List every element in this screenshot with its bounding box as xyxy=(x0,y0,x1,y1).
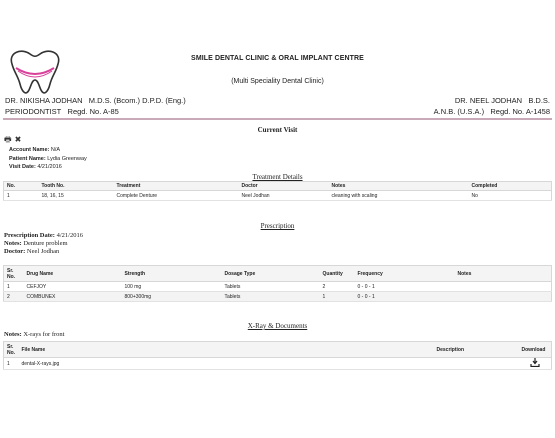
cell-rx-notes xyxy=(455,292,552,302)
xray-title xyxy=(0,322,555,330)
doctor-right-reg: Regd. No. A-1458 xyxy=(490,107,550,116)
patient-name-value: Lydia Greenway xyxy=(47,155,87,162)
cell-treatment: Complete Denture xyxy=(114,191,239,201)
doctor-right xyxy=(434,95,550,117)
download-icon[interactable] xyxy=(530,358,540,367)
cell-completed: No xyxy=(469,191,552,201)
treatment-title xyxy=(0,173,555,181)
cell-quantity: 2 xyxy=(320,282,355,292)
doctor-right-degree: B.D.S. xyxy=(528,96,550,105)
doctor-left xyxy=(5,95,186,117)
prescription-notes-label: Notes: xyxy=(4,239,22,247)
patient-name-label: Patient Name: xyxy=(9,155,46,162)
cell-dosage-type: Tablets xyxy=(222,282,320,292)
close-icon[interactable]: ✖ xyxy=(14,135,22,144)
prescription-date-label: Prescription Date: xyxy=(4,232,55,239)
cell-frequency: 0 - 0 - 1 xyxy=(355,292,455,302)
col-rx-notes: Notes xyxy=(455,266,552,282)
header-divider xyxy=(3,118,552,120)
cell-file-name: dental-X-rays.jpg xyxy=(19,358,434,370)
account-name-value: N/A xyxy=(50,147,61,153)
cell-strength: 800+300mg xyxy=(122,292,222,302)
current-visit-title: Current Visit xyxy=(257,126,298,134)
prescription-info xyxy=(4,232,83,255)
xray-info xyxy=(4,331,64,339)
cell-sr-no: 1 xyxy=(4,282,24,292)
cell-doctor: Neel Jodhan xyxy=(239,191,329,201)
col-completed: Completed xyxy=(469,182,552,191)
col-treatment: Treatment xyxy=(114,182,239,191)
clinic-name: SMILE DENTAL CLINIC & ORAL IMPLANT CENTRE xyxy=(191,55,364,62)
cell-xray-sr-no: 1 xyxy=(4,358,19,370)
col-doctor: Doctor xyxy=(239,182,329,191)
cell-frequency: 0 - 0 - 1 xyxy=(355,282,455,292)
print-icon[interactable]: 🖶 xyxy=(4,135,12,144)
treatment-header-row xyxy=(4,182,552,191)
doctor-left-degree: M.D.S. (Bcom.) D.P.D. (Eng.) xyxy=(88,96,186,105)
col-file-name: File Name xyxy=(19,342,434,358)
col-frequency: Frequency xyxy=(355,266,455,282)
cell-dosage-type: Tablets xyxy=(222,292,320,302)
treatment-table xyxy=(3,181,552,201)
cell-download xyxy=(519,358,552,370)
xray-notes-label: Notes: xyxy=(4,331,22,338)
prescription-title-text: Prescription xyxy=(260,222,295,230)
col-sr-no: Sr. No. xyxy=(4,266,24,282)
cell-drug-name: COMBUNEX xyxy=(24,292,122,302)
cell-quantity: 1 xyxy=(320,292,355,302)
col-drug-name: Drug Name xyxy=(24,266,122,282)
cell-tooth-no: 18, 16, 15 xyxy=(39,191,114,201)
cell-no: 1 xyxy=(4,191,39,201)
table-row xyxy=(4,191,552,201)
col-quantity: Quantity xyxy=(320,266,355,282)
col-strength: Strength xyxy=(122,266,222,282)
col-download: Download xyxy=(519,342,552,358)
cell-strength: 100 mg xyxy=(122,282,222,292)
prescription-title xyxy=(0,222,555,230)
xray-title-text: X-Ray & Documents xyxy=(247,322,308,330)
col-xray-sr-no: Sr. No. xyxy=(4,342,19,358)
prescription-doctor-value: Neel Jodhan xyxy=(26,247,60,255)
doctor-right-name: DR. NEEL JODHAN xyxy=(454,96,523,105)
col-tooth-no: Tooth No. xyxy=(39,182,114,191)
doctor-left-reg: Regd. No. A-85 xyxy=(67,107,119,116)
account-name-label: Account Name: xyxy=(9,147,50,153)
doctor-left-title: PERIODONTIST xyxy=(5,107,62,116)
prescription-date-value: 4/21/2016 xyxy=(56,232,83,239)
clinic-subtitle: (Multi Speciality Dental Clinic) xyxy=(231,78,324,85)
doctor-right-title: A.N.B. (U.S.A.) xyxy=(433,107,485,116)
xray-header-row xyxy=(4,342,552,358)
doctor-left-name: DR. NIKISHA JODHAN xyxy=(5,96,83,105)
cell-description xyxy=(434,358,519,370)
cell-sr-no: 2 xyxy=(4,292,24,302)
visit-date-value: 4/21/2016 xyxy=(37,164,62,170)
prescription-doctor-label: Doctor: xyxy=(4,247,26,255)
col-notes: Notes xyxy=(329,182,469,191)
visit-date-label: Visit Date: xyxy=(9,164,36,170)
table-row xyxy=(4,358,552,370)
cell-notes: cleaning with scaling xyxy=(329,191,469,201)
visit-toolbar xyxy=(4,136,21,144)
table-row xyxy=(4,292,552,302)
prescription-table xyxy=(3,265,552,302)
prescription-notes-value: Denture problem xyxy=(23,239,68,247)
cell-drug-name: CEFJOY xyxy=(24,282,122,292)
tooth-logo-icon xyxy=(4,46,66,98)
treatment-title-text: Treatment Details xyxy=(252,173,303,181)
xray-notes-value: X-rays for front xyxy=(23,331,65,338)
col-description: Description xyxy=(434,342,519,358)
cell-rx-notes xyxy=(455,282,552,292)
col-dosage-type: Dosage Type xyxy=(222,266,320,282)
letterhead xyxy=(0,0,555,122)
visit-info xyxy=(9,146,87,172)
xray-table xyxy=(3,341,552,370)
table-row xyxy=(4,282,552,292)
col-no: No. xyxy=(4,182,39,191)
prescription-header-row xyxy=(4,266,552,282)
